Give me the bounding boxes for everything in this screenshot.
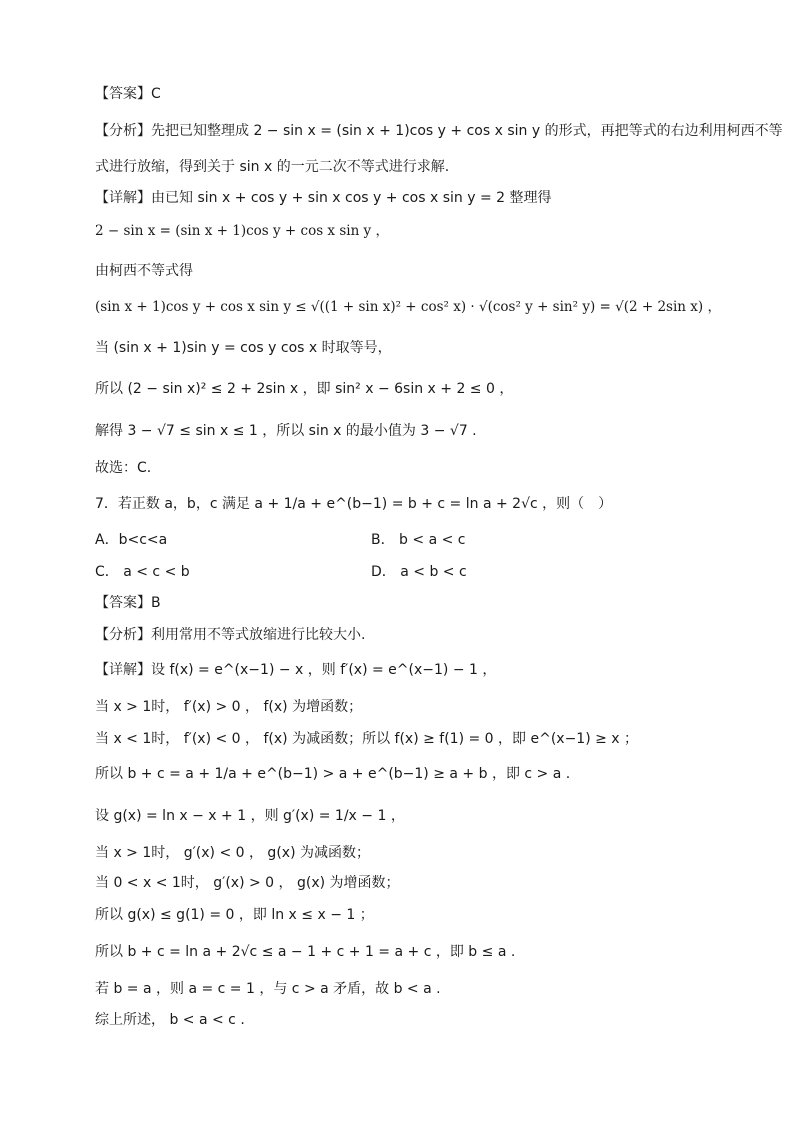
option-c: C． a < c < b (95, 564, 190, 580)
analysis-q6-line1: 【分析】先把已知整理成 2 − sin x = (sin x + 1)cos y + cos x sin y 的形式，再把等式的右边利用柯西不等 (95, 123, 783, 139)
option-d: D． a < b < c (371, 564, 467, 580)
analysis-q7: 【分析】利用常用不等式放缩进行比较大小. (95, 627, 366, 643)
detail-q7-line2: 当 x > 1时， f′(x) > 0 ， f(x) 为增函数； (95, 699, 363, 715)
detail-q6-choice: 故选：C. (95, 460, 152, 476)
detail-q7-line8: 所以 g(x) ≤ g(1) = 0 ，即 ln x ≤ x − 1 ； (95, 907, 374, 923)
detail-q6-solution: 解得 3 − √7 ≤ sin x ≤ 1 ，所以 sin x 的最小值为 3 − √7 . (95, 423, 477, 439)
detail-q7-conclusion: 综上所述， b < a < c . (95, 1012, 245, 1028)
detail-q6-cauchy: 由柯西不等式得 (95, 263, 193, 279)
detail-q6-inequality: (sin x + 1)cos y + cos x sin y ≤ √((1 + sin x)² + cos² x) · √(cos² y + sin² y) = √(2 + 2sin x) ， (95, 299, 721, 315)
detail-q7-line1: 【详解】设 f(x) = e^(x−1) − x ，则 f′(x) = e^(x−1) − 1 ， (95, 662, 497, 678)
option-b: B． b < a < c (371, 532, 466, 548)
detail-q7-line5: 设 g(x) = ln x − x + 1 ，则 g′(x) = 1/x − 1 ， (95, 808, 405, 824)
detail-q7-line4: 所以 b + c = a + 1/a + e^(b−1) > a + e^(b−1) ≥ a + b ，即 c > a . (95, 766, 571, 782)
answer-label-q7: 【答案】B (95, 595, 161, 611)
question-7-stem: 7．若正数 a，b，c 满足 a + 1/a + e^(b−1) = b + c = ln a + 2√c ，则（ ） (95, 496, 613, 512)
option-a: A．b<c<a (95, 532, 168, 548)
detail-q6-line1: 【详解】由已知 sin x + cos y + sin x cos y + cos x sin y = 2 整理得 (95, 190, 552, 206)
detail-q7-line9: 所以 b + c = ln a + 2√c ≤ a − 1 + c + 1 = a + c ，即 b ≤ a . (95, 944, 516, 960)
detail-q7-line3: 当 x < 1时， f′(x) < 0 ， f(x) 为减函数；所以 f(x) ≥ f(1) = 0 ，即 e^(x−1) ≥ x ； (95, 731, 639, 747)
detail-q6-equality: 当 (sin x + 1)sin y = cos y cos x 时取等号， (95, 340, 392, 356)
answer-label-q6: 【答案】C (95, 86, 161, 102)
detail-q7-line6: 当 x > 1时， g′(x) < 0 ， g(x) 为减函数； (95, 845, 370, 861)
analysis-q6-line2: 式进行放缩，得到关于 sin x 的一元二次不等式进行求解. (95, 159, 450, 175)
detail-q7-line10: 若 b = a ，则 a = c = 1 ，与 c > a 矛盾，故 b < a . (95, 981, 441, 997)
detail-q7-line7: 当 0 < x < 1时， g′(x) > 0 ， g(x) 为增函数； (95, 875, 400, 891)
detail-q6-equation: 2 − sin x = (sin x + 1)cos y + cos x sin y ， (95, 223, 389, 239)
detail-q6-quadratic: 所以 (2 − sin x)² ≤ 2 + 2sin x ，即 sin² x − 6sin x + 2 ≤ 0 ， (95, 381, 514, 397)
